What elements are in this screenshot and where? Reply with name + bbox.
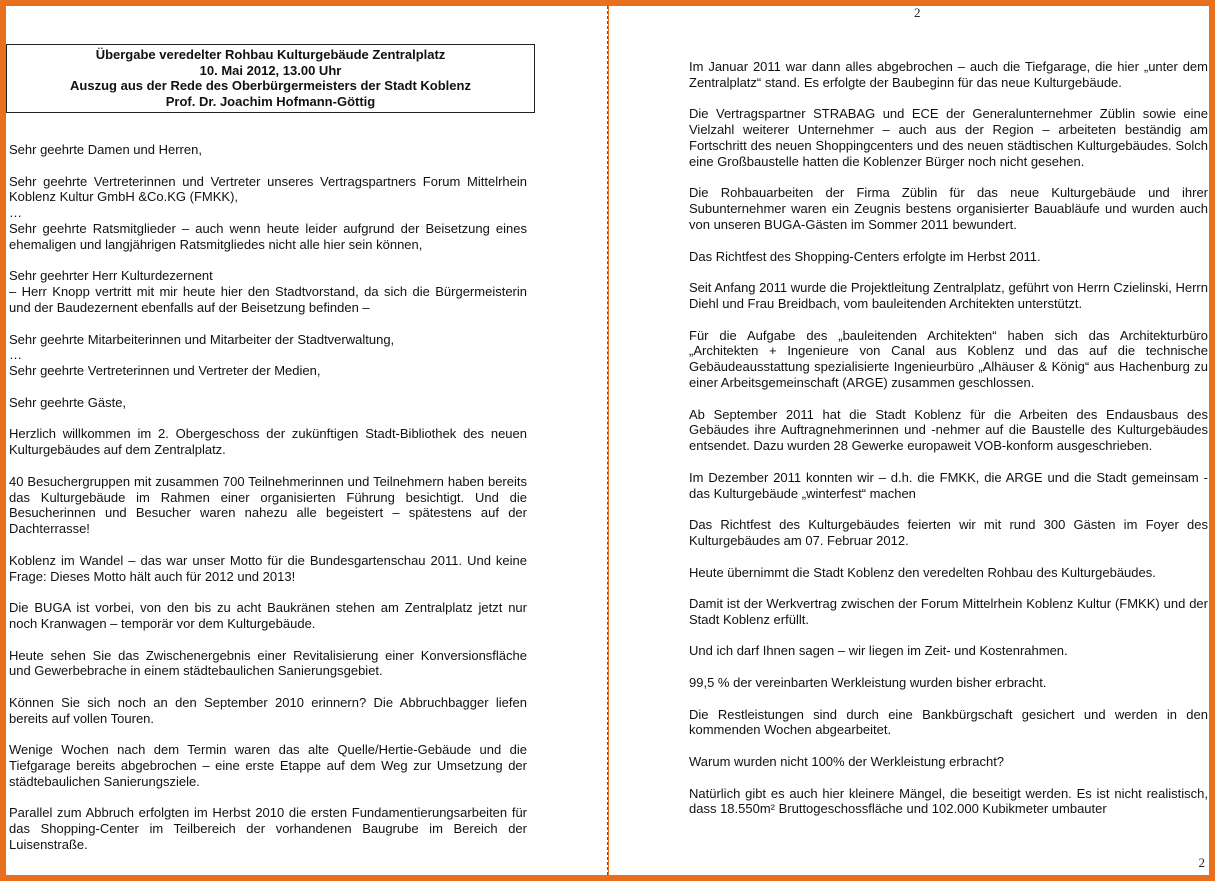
- right-page: [609, 6, 1209, 875]
- paragraph-line: – Herr Knopp vertritt mit mir heute hier den Stadtvorstand, da sich die Bürgermeisterin und der Baudezernent ebenfalls auf der Beisetzung befinden –: [9, 284, 527, 315]
- title-line: 10. Mai 2012, 13.00 Uhr: [199, 62, 342, 78]
- paragraph: Können Sie sich noch an den September 2010 erinnern? Die Abbruchbagger liefen bereits auf vollen Touren.: [9, 694, 527, 726]
- left-text-column: [9, 142, 527, 853]
- paragraph-line: Sehr geehrte Vertreterinnen und Vertreter der Medien,: [9, 363, 321, 379]
- paragraph: Im Januar 2011 war dann alles abgebrochen – auch die Tiefgarage, die hier „unter dem Zentralplatz“ stand. Es erfolgte der Baubeginn für das neue Kulturgebäude.: [689, 59, 1208, 90]
- paragraph: Seit Anfang 2011 wurde die Projektleitung Zentralplatz, geführt von Herrn Czielinski, Herrn Diehl und Frau Breidbach, vom bauleitenden Architekten unterstützt.: [689, 280, 1208, 311]
- paragraph: Sehr geehrte Gäste,: [9, 394, 127, 410]
- paragraph: Natürlich gibt es auch hier kleinere Mängel, die beseitigt werden. Es ist nicht realistisch, dass 18.550m² Bruttogeschossfläche und 102.000 Kubikmeter umbauter: [689, 785, 1208, 817]
- page-number-top: 2: [914, 6, 921, 20]
- paragraph-group: [9, 332, 527, 379]
- paragraph: Die BUGA ist vorbei, von den bis zu acht Baukränen stehen am Zentralplatz jetzt nur noch Kranwagen – temporär vor dem Kulturgebäude.: [9, 600, 527, 631]
- paragraph-line: Sehr geehrte Mitarbeiterinnen und Mitarbeiter der Stadtverwaltung,: [9, 331, 395, 347]
- paragraph: Die Rohbauarbeiten der Firma Züblin für das neue Kulturgebäude und ihrer Subunternehmer waren ein Zeugnis bestens organisierter Bauabläufe und wurden auch von unseren BUGA-Gästen im Sommer 2011 bewundert.: [689, 185, 1208, 232]
- paragraph: Koblenz im Wandel – das war unser Motto für die Bundesgartenschau 2011. Und keine Frage: Dieses Motto hält auch für 2012 und 2013!: [9, 552, 527, 584]
- paragraph: 99,5 % der vereinbarten Werkleistung wurden bisher erbracht.: [689, 675, 1047, 691]
- paragraph: 40 Besuchergruppen mit zusammen 700 Teilnehmerinnen und Teilnehmern haben bereits das Kulturgebäude im Rahmen einer organisierten Führung besichtigt. Und die Besucherinnen und Besucher waren nahezu alle begeistert – spätestens auf der Dachterrasse!: [9, 473, 527, 537]
- paragraph-group: [9, 268, 527, 315]
- paragraph: Für die Aufgabe des „bauleitenden Architekten“ haben sich das Architekturbüro „Architekten + Ingenieure von Canal aus Koblenz und das auf die technische Gebäudeausstattung spezialisierte Ingenieurbüro „Alhäuser & König“ aus Hachenburg zu einer Arbeitsgemeinschaft (ARGE) zusammen geschlossen.: [689, 327, 1208, 390]
- paragraph-line: Sehr geehrte Ratsmitglieder – auch wenn heute leider aufgrund der Beisetzung eines ehemaligen und langjährigen Ratsmitgliedes nicht alle hier sein können,: [9, 220, 527, 252]
- paragraph: Herzlich willkommen im 2. Obergeschoss der zukünftigen Stadt-Bibliothek des neuen Kulturgebäudes auf dem Zentralplatz.: [9, 426, 527, 458]
- paragraph: Die Vertragspartner STRABAG und ECE der Generalunternehmer Züblin sowie eine Vielzahl weiterer Unternehmer – auch aus der Region – arbeiteten beständig am Fortschritt des neuen Shoppingcenters und des neuen städtischen Kulturgebäudes. Solch eine Großbaustelle hatten die Koblenzer Bürger noch nicht gesehen.: [689, 106, 1208, 169]
- paragraph-line: Sehr geehrter Herr Kulturdezernent: [9, 268, 213, 284]
- title-line: Prof. Dr. Joachim Hofmann-Göttig: [165, 93, 376, 109]
- paragraph: Das Richtfest des Shopping-Centers erfolgte im Herbst 2011.: [689, 248, 1041, 264]
- paragraph: Im Dezember 2011 konnten wir – d.h. die FMKK, die ARGE und die Stadt gemeinsam - das Kulturgebäude „winterfest“ machen: [689, 469, 1208, 501]
- paragraph: Und ich darf Ihnen sagen – wir liegen im Zeit- und Kostenrahmen.: [689, 643, 1068, 659]
- paragraph-group: [9, 174, 527, 253]
- title-line: Auszug aus der Rede des Oberbürgermeisters der Stadt Koblenz: [70, 78, 471, 94]
- title-box: [6, 44, 535, 113]
- ellipsis: …: [9, 347, 22, 363]
- paragraph: Damit ist der Werkvertrag zwischen der Forum Mittelrhein Koblenz Kultur (FMKK) und der Stadt Koblenz erfüllt.: [689, 596, 1208, 627]
- paragraph: Parallel zum Abbruch erfolgten im Herbst 2010 die ersten Fundamentierungsarbeiten für das Shopping-Center im Teilbereich der vorhandenen Baugrube im Bereich der Luisenstraße.: [9, 805, 527, 853]
- left-page: [6, 6, 608, 875]
- paragraph-line: Sehr geehrte Vertreterinnen und Vertreter unseres Vertragspartners Forum Mittelrhein Koblenz Kultur GmbH &Co.KG (FMKK),: [9, 173, 527, 205]
- right-text-column: [689, 59, 1208, 817]
- paragraph: Heute übernimmt die Stadt Koblenz den veredelten Rohbau des Kulturgebäudes.: [689, 564, 1156, 580]
- paragraph: Warum wurden nicht 100% der Werkleistung erbracht?: [689, 754, 1005, 770]
- page-number-bottom: 2: [1198, 855, 1205, 870]
- paragraph: Die Restleistungen sind durch eine Bankbürgschaft gesichert und werden in den kommenden Wochen abgearbeitet.: [689, 706, 1208, 738]
- ellipsis: …: [9, 205, 22, 221]
- title-line: Übergabe veredelter Rohbau Kulturgebäude Zentralplatz: [95, 47, 446, 62]
- paragraph: Heute sehen Sie das Zwischenergebnis einer Revitalisierung einer Konversionsfläche und Gewerbebrache in einem städtebaulichen Sanierungsgebiet.: [9, 647, 527, 679]
- paragraph: Sehr geehrte Damen und Herren,: [9, 142, 202, 157]
- paragraph: Das Richtfest des Kulturgebäudes feierten wir mit rund 300 Gästen im Foyer des Kulturgebäudes am 07. Februar 2012.: [689, 517, 1208, 548]
- paragraph: Ab September 2011 hat die Stadt Koblenz für die Arbeiten des Endausbaus des Gebäudes ihre Auftragnehmerinnen und -nehmer auf die Baustelle des Kulturgebäudes entsendet. Dazu wurden 28 Gewerke europaweit VOB-konform ausgeschrieben.: [689, 406, 1208, 454]
- paragraph: Wenige Wochen nach dem Termin waren das alte Quelle/Hertie-Gebäude und die Tiefgarage bereits abgebrochen – eine erste Etappe auf dem Weg zur Umsetzung der städtebaulichen Sanierungsziele.: [9, 742, 527, 789]
- page-divider: [607, 6, 608, 875]
